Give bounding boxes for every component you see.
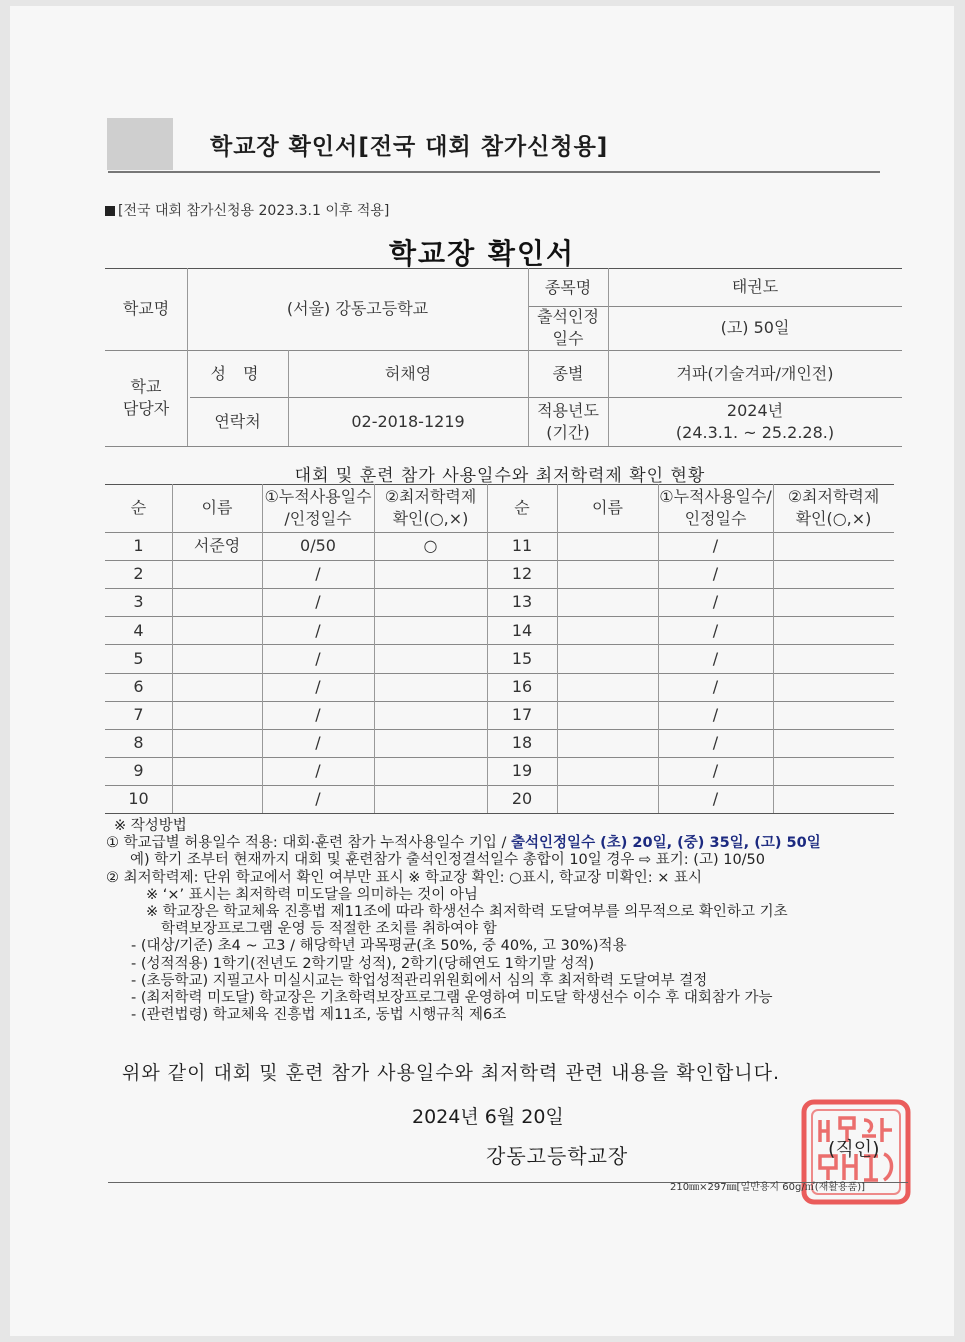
year-label-line: 적용년도	[537, 400, 599, 420]
note-detail-1: - (대상/기준) 초4 ~ 고3 / 해당학년 과목평균(초 50%, 중 40%, 고 30%)적용	[131, 938, 627, 955]
document-title: 학교장 확인서	[388, 237, 576, 270]
row-min-check-right	[773, 757, 894, 785]
row-number-right: 18	[511, 732, 533, 752]
name-label: 성 명	[210, 363, 265, 383]
row-min-check-right	[773, 701, 894, 729]
row-min-check-right	[773, 616, 894, 644]
row-min-check	[374, 729, 487, 757]
contact-label: 연락처	[214, 411, 261, 431]
row-days-right: /	[712, 676, 719, 696]
row-days-right: /	[712, 732, 719, 752]
col-header-min-line: ②최저학력제	[384, 487, 477, 507]
row-number: 10	[128, 789, 149, 809]
row-name	[172, 588, 262, 616]
type-label: 종별	[552, 363, 584, 383]
row-days: /	[315, 732, 321, 752]
note-2-b-cont: 학력보장프로그램 운영 등 적절한 조치를 취하여야 함	[161, 921, 497, 938]
note-1-example: 예) 학기 조부터 현재까지 대회 및 훈련참가 출석인정결석일수 총합이 10일 경우 ⇨ 표기: (고) 10/50	[130, 852, 766, 869]
row-days: /	[315, 676, 321, 696]
row-number-right: 15	[511, 648, 533, 668]
year-value	[608, 397, 902, 446]
row-name	[172, 560, 262, 588]
row-name-right	[557, 644, 658, 672]
document-page	[10, 6, 954, 1336]
row-name-right	[557, 673, 658, 701]
year-label-line: (기간)	[546, 422, 590, 442]
table-rule	[105, 813, 894, 814]
row-number: 4	[133, 620, 144, 640]
row-days-right: /	[712, 592, 719, 612]
row-days: /	[315, 564, 321, 584]
row-number-right: 14	[511, 620, 533, 640]
row-name-right	[557, 701, 658, 729]
row-number: 1	[133, 536, 144, 556]
row-days-right: /	[712, 789, 719, 809]
row-name	[172, 701, 262, 729]
col-header-min-line: 확인(○,×)	[392, 509, 469, 528]
row-min-check-right	[773, 673, 894, 701]
row-number: 2	[133, 564, 144, 584]
manager-label-line: 담당자	[122, 399, 170, 418]
form-tag-text: [전국 대회 참가신청용 2023.3.1 이후 적용]	[118, 203, 390, 219]
note-1-text: ① 학교급별 허용일수 적용: 대회·훈련 참가 누적사용일수 기입 /	[106, 835, 512, 852]
notes-heading: ※ 작성방법	[114, 818, 187, 834]
row-min-check-right	[773, 785, 894, 813]
col-header-min	[374, 484, 487, 532]
square-bullet-icon	[105, 206, 115, 216]
paper-spec: 210㎜×297㎜[일반용지 60g/㎡(재활용품)]	[670, 1182, 866, 1193]
row-min-check-right	[773, 560, 894, 588]
school-label: 학교명	[122, 299, 170, 319]
row-days-right: /	[712, 761, 719, 781]
header-title: 학교장 확인서[전국 대회 참가신청용]	[210, 134, 609, 160]
row-days: /	[315, 648, 321, 668]
row-days-right: /	[712, 648, 719, 668]
section-title: 대회 및 훈련 참가 사용일수와 최저학력제 확인 현황	[294, 466, 706, 486]
row-days: /	[315, 620, 321, 640]
row-min-check	[374, 673, 487, 701]
notes	[106, 818, 926, 1024]
year-value-line: 2024년	[726, 400, 784, 420]
attend-label-line: 일수	[552, 329, 584, 348]
note-detail-2: - (성적적용) 1학기(전년도 2학기말 성적), 2학기(당해연도 1학기말 성적)	[131, 955, 595, 972]
row-days: /	[315, 592, 321, 612]
col-header-days-line: ①누적사용일수	[264, 487, 372, 507]
form-tag	[105, 200, 389, 220]
row-number-right: 19	[511, 761, 533, 781]
confirmation-statement: 위와 같이 대회 및 훈련 참가 사용일수와 최저학력 관련 내용을 확인합니다.	[122, 1062, 781, 1084]
row-name-right	[557, 757, 658, 785]
year-value-line: (24.3.1. ~ 25.2.28.)	[675, 422, 835, 442]
col-header-min-right-line: ②최저학력제	[787, 487, 880, 507]
note-detail-5: - (관련법령) 학교체육 진흥법 제11조, 동법 시행규칙 제6조	[131, 1007, 507, 1024]
row-name	[172, 757, 262, 785]
note-2-a: ※ ‘×’ 표시는 최저학력 미도달을 의미하는 것이 아님	[146, 886, 478, 903]
row-name	[172, 729, 262, 757]
row-name	[172, 616, 262, 644]
principal-name: 강동고등학교장	[486, 1144, 629, 1168]
col-header-days-right-line: 인정일수	[684, 509, 747, 528]
row-min-check	[374, 757, 487, 785]
row-name	[172, 673, 262, 701]
row-number: 5	[133, 648, 144, 668]
note-1	[106, 835, 926, 852]
row-number: 6	[133, 676, 144, 696]
row-name-right	[557, 560, 658, 588]
attend-label-line: 출석인정	[537, 307, 599, 327]
row-name	[172, 785, 262, 813]
row-days: /	[315, 761, 321, 781]
row-number: 9	[133, 761, 144, 781]
note-2: ② 최저학력제: 단위 학교에서 확인 여부만 표시 ※ 학교장 확인: ○표시, 학교장 미확인: × 표시	[106, 869, 702, 886]
row-number-right: 17	[511, 704, 533, 724]
row-min-check-right	[773, 532, 894, 560]
row-name-right	[557, 785, 658, 813]
row-days-right: /	[712, 620, 719, 640]
col-header-name-right: 이름	[592, 498, 623, 518]
manager-label	[105, 350, 187, 446]
row-min-check: ○	[423, 536, 438, 556]
manager-label-line: 학교	[130, 377, 162, 397]
note-2-b: ※ 학교장은 학교체육 진흥법 제11조에 따라 학생선수 최저학력 도달여부를 의무적으로 확인하고 기초	[146, 903, 788, 920]
row-name-right	[557, 729, 658, 757]
row-min-check-right	[773, 729, 894, 757]
row-name	[172, 644, 262, 672]
row-name: 서준영	[193, 536, 241, 556]
row-min-check	[374, 560, 487, 588]
row-days: /	[315, 704, 321, 724]
row-name-right	[557, 616, 658, 644]
type-value: 겨파(기술겨파/개인전)	[676, 363, 834, 383]
note-detail-3: - (초등학교) 지필고사 미실시교는 학업성적관리위원회에서 심의 후 최저학력 도달여부 결정	[131, 972, 708, 989]
row-number-right: 13	[511, 592, 533, 612]
row-number-right: 12	[511, 564, 533, 584]
sport-label: 종목명	[544, 278, 592, 298]
row-min-check	[374, 588, 487, 616]
row-days-right: /	[712, 704, 719, 724]
seal-label: (직인)	[828, 1138, 880, 1160]
sport-value: 태권도	[731, 277, 779, 297]
col-header-min-right	[773, 484, 894, 532]
row-number-right: 11	[511, 536, 533, 556]
row-days-right: /	[712, 536, 719, 556]
issue-date: 2024년 6월 20일	[412, 1106, 564, 1128]
row-number: 8	[133, 732, 144, 752]
row-number: 7	[133, 704, 144, 724]
col-header-days-right-line: ①누적사용일수/	[659, 487, 772, 507]
row-name-right	[557, 532, 658, 560]
row-days: 0/50	[300, 536, 336, 556]
header-shade-block	[107, 118, 173, 170]
attend-label	[528, 306, 608, 350]
row-min-check	[374, 785, 487, 813]
header-rule	[108, 171, 880, 173]
row-days: /	[315, 789, 321, 809]
col-header-no-right: 순	[514, 498, 530, 518]
attend-value: (고) 50일	[720, 318, 790, 338]
col-header-name: 이름	[201, 498, 233, 518]
col-header-no: 순	[130, 498, 147, 518]
col-header-days-line: /인정일수	[284, 509, 352, 528]
row-days-right: /	[712, 564, 719, 584]
col-header-days-right	[658, 484, 773, 532]
row-min-check-right	[773, 588, 894, 616]
name-value: 허채영	[384, 363, 432, 383]
note-1-emphasis: 출석인정일수 (초) 20일, (중) 35일, (고) 50일	[511, 835, 821, 852]
row-number-right: 16	[511, 676, 533, 696]
info-rule	[105, 446, 902, 447]
row-min-check-right	[773, 644, 894, 672]
col-header-min-right-line: 확인(○,×)	[795, 509, 872, 528]
row-number: 3	[133, 592, 144, 612]
school-value: (서울) 강동고등학교	[286, 299, 429, 319]
row-min-check	[374, 644, 487, 672]
col-header-days	[262, 484, 374, 532]
row-name-right	[557, 588, 658, 616]
row-min-check	[374, 616, 487, 644]
row-number-right: 20	[511, 789, 533, 809]
contact-value: 02-2018-1219	[351, 411, 465, 431]
note-detail-4: - (최저학력 미도달) 학교장은 기초학력보장프로그램 운영하여 미도달 학생선수 이수 후 대회참가 가능	[131, 989, 773, 1006]
row-min-check	[374, 701, 487, 729]
year-label	[528, 397, 608, 446]
